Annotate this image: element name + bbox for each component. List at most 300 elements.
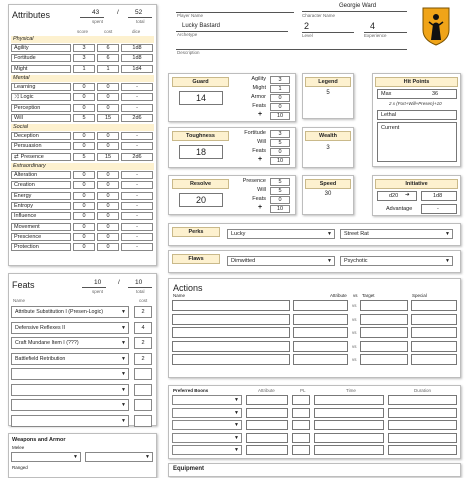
feat-cost: 2	[134, 353, 152, 365]
chevron-down-icon: ▼	[121, 355, 126, 362]
logo-shield-icon	[421, 6, 451, 46]
attribute-label: Deception	[14, 133, 39, 140]
action-special-input[interactable]	[411, 314, 457, 325]
boon-time	[314, 395, 384, 405]
chevron-down-icon: ▼	[445, 231, 450, 237]
boons-col-duration: Duration	[414, 388, 432, 393]
action-name-input[interactable]	[172, 300, 290, 311]
plus-icon: +	[258, 204, 263, 211]
defense-component-value: 5	[270, 139, 290, 147]
action-name-input[interactable]	[172, 354, 290, 365]
defense-component-label: Presence	[242, 178, 266, 184]
attribute-label: Learning	[14, 83, 36, 90]
feat-cost: 2	[134, 306, 152, 318]
description-label: Description	[177, 50, 200, 55]
attribute-category: Social	[11, 124, 154, 131]
attribute-score-input[interactable]: 1	[73, 65, 95, 73]
attribute-label: Protection	[14, 244, 39, 251]
boons-col-name: Preferred Boons	[173, 388, 209, 393]
weapons-title: Weapons and Armor	[12, 437, 66, 443]
chevron-down-icon: ▼	[327, 231, 332, 237]
attribute-name-perception	[11, 104, 71, 112]
action-attribute-input[interactable]	[293, 300, 348, 311]
attribute-dice: -	[121, 212, 153, 220]
melee-weapon-select[interactable]	[11, 452, 81, 462]
attribute-label: Influence	[14, 213, 37, 220]
boons-col-pl: PL	[300, 388, 306, 393]
attribute-name-logic	[11, 93, 71, 101]
weapons-ranged-label: Ranged	[12, 465, 28, 470]
boon-time	[314, 420, 384, 430]
feat-cost	[134, 415, 152, 427]
action-special-input[interactable]	[411, 300, 457, 311]
attribute-dice: -	[121, 181, 153, 189]
defense-component-label: Might	[252, 85, 266, 91]
advantage-value: -	[437, 206, 439, 212]
attribute-dice: -	[121, 83, 153, 91]
defense-component-label: Agility	[251, 76, 266, 82]
action-vs-label: vs	[352, 330, 357, 335]
action-target-input[interactable]	[360, 354, 408, 365]
feats-title: Feats	[12, 280, 35, 290]
perk-select-1[interactable]	[227, 229, 335, 239]
weapons-melee-label: Melee	[12, 445, 25, 450]
feat-cost	[134, 384, 152, 396]
level-value[interactable]: 2	[304, 21, 310, 31]
boon-time	[314, 408, 384, 418]
feat-name: Craft Mundane Item I (???)	[15, 340, 79, 346]
chevron-down-icon: ▼	[121, 386, 126, 393]
defense-component-value: 0	[270, 148, 290, 156]
attribute-score-input[interactable]: 3	[73, 44, 95, 52]
actions-col-target: Target	[362, 293, 375, 298]
attributes-spent-line	[80, 9, 104, 18]
attribute-dice: -	[121, 223, 153, 231]
actions-col-attribute: Attribute	[330, 293, 347, 298]
attribute-cost: 0	[97, 171, 119, 179]
defense-component-value: 3	[270, 76, 290, 84]
defense-component-label: Fortitude	[244, 130, 266, 136]
wealth-value: 3	[326, 145, 330, 151]
attribute-dice: -	[121, 202, 153, 210]
attribute-dice: 2d6	[121, 114, 153, 122]
attributes-col-dice: dice	[132, 29, 141, 34]
archetype-value[interactable]: Lucky Bastard	[182, 23, 221, 29]
arrow-right-icon: ➜	[405, 192, 410, 198]
boon-select[interactable]	[172, 408, 242, 418]
defense-component-label: Feats	[252, 103, 266, 109]
attribute-score-input[interactable]: 5	[73, 153, 95, 161]
defense-component-value: 3	[270, 130, 290, 138]
chevron-down-icon: ▼	[234, 409, 239, 416]
attributes-sep: /	[117, 9, 119, 16]
defense-component-label: Will	[257, 139, 266, 145]
boon-select[interactable]	[172, 445, 242, 455]
description-line[interactable]	[176, 40, 407, 50]
wealth-title: Wealth	[305, 131, 351, 141]
attribute-cost: 15	[97, 153, 119, 161]
boon-duration	[388, 408, 457, 418]
attribute-cost: 0	[97, 104, 119, 112]
attribute-score-input[interactable]: 0	[73, 132, 95, 140]
actions-col-vs: vs	[353, 293, 358, 298]
flaw-select-2[interactable]	[340, 256, 453, 266]
defense-base-value: 10	[270, 157, 290, 165]
attribute-score-input[interactable]: 0	[73, 171, 95, 179]
feats-total-line	[128, 279, 152, 288]
speed-value: 30	[324, 191, 332, 197]
actions-title: Actions	[173, 283, 203, 293]
experience-line	[364, 22, 407, 33]
player-name-label: Player Name	[177, 13, 204, 18]
boon-pl	[292, 395, 310, 405]
attribute-cost: 0	[97, 212, 119, 220]
feats-col-cost: cost	[139, 298, 148, 303]
feat-cost: 4	[134, 322, 152, 334]
swap-icon: ⤨	[14, 94, 19, 101]
action-special-input[interactable]	[411, 341, 457, 352]
action-target-input[interactable]	[360, 327, 408, 338]
attribute-label: Fortitude	[14, 55, 36, 62]
attribute-dice: -	[121, 104, 153, 112]
action-special-input[interactable]	[411, 354, 457, 365]
attribute-name-might	[11, 65, 71, 73]
archetype-line	[176, 22, 288, 32]
attribute-name-deception	[11, 132, 71, 140]
attributes-total-label: total	[136, 19, 145, 24]
flaw-1-label: Dimwitted	[231, 258, 256, 264]
boon-select[interactable]	[172, 420, 242, 430]
action-name-input[interactable]	[172, 314, 290, 325]
attributes-col-score: score	[77, 29, 89, 34]
chevron-down-icon: ▼	[121, 340, 126, 346]
action-attribute-input[interactable]	[293, 354, 348, 365]
attribute-cost: 0	[97, 93, 119, 101]
attribute-label: Agility	[14, 45, 29, 51]
action-vs-label: vs	[352, 303, 357, 308]
attribute-name-learning	[11, 83, 71, 91]
feats-total-label: total	[136, 289, 145, 294]
attribute-cost: 0	[97, 233, 119, 241]
flaw-select-1[interactable]	[227, 256, 335, 266]
boon-attribute	[246, 433, 288, 443]
flaws-title: Flaws	[172, 254, 220, 264]
attribute-category: Physical	[11, 36, 154, 43]
flaw-2-label: Psychotic	[344, 258, 368, 264]
initiative-title: Initiative	[375, 179, 458, 189]
attribute-dice: 1d8	[121, 44, 153, 52]
legend-value: 5	[326, 90, 330, 96]
action-vs-label: vs	[352, 357, 357, 362]
chevron-down-icon: ▼	[121, 371, 126, 377]
defense-base-value: 10	[270, 112, 290, 120]
attribute-score-input[interactable]: 0	[73, 212, 95, 220]
feat-select[interactable]	[11, 353, 129, 365]
experience-value[interactable]: 4	[370, 21, 376, 31]
attribute-cost: 0	[97, 132, 119, 140]
feat-cost	[134, 399, 152, 411]
action-name-input[interactable]	[172, 341, 290, 352]
feat-name: Battlefield Retribution	[15, 355, 66, 362]
attribute-score-input[interactable]: 0	[73, 202, 95, 210]
hp-current-label: Current	[381, 125, 400, 131]
attribute-name-influence	[11, 212, 71, 220]
defense-component-label: Feats	[252, 148, 266, 154]
chevron-down-icon: ▼	[121, 324, 126, 331]
attributes-total: 52	[135, 9, 143, 16]
attribute-cost: 0	[97, 142, 119, 150]
attribute-dice: 2d6	[121, 153, 153, 161]
attribute-name-protection	[11, 243, 71, 251]
attributes-total-line	[128, 9, 152, 18]
player-name-line[interactable]	[176, 4, 294, 13]
feat-select[interactable]	[11, 337, 129, 349]
chevron-down-icon: ▼	[234, 422, 239, 428]
feats-total: 10	[135, 279, 143, 286]
attribute-label: Movement	[14, 223, 40, 230]
equipment-panel	[168, 463, 461, 477]
attributes-col-cost: cost	[104, 29, 113, 34]
attribute-cost: 0	[97, 83, 119, 91]
attribute-name-alteration	[11, 171, 71, 179]
feat-select[interactable]	[11, 306, 129, 318]
perk-select-2[interactable]	[340, 229, 453, 239]
feat-select[interactable]	[11, 415, 129, 427]
attribute-dice: -	[121, 233, 153, 241]
attribute-label: Logic	[20, 94, 34, 101]
attribute-dice: -	[121, 132, 153, 140]
actions-col-special: Special	[412, 293, 427, 298]
attributes-spent-label: spent	[92, 19, 104, 24]
attribute-score-input[interactable]: 0	[73, 142, 95, 150]
chevron-down-icon: ▼	[327, 258, 332, 264]
attribute-name-persuasion	[11, 142, 71, 150]
boon-pl	[292, 445, 310, 455]
attribute-name-fortitude	[11, 54, 71, 62]
attribute-label: Alteration	[14, 172, 38, 178]
action-special-input[interactable]	[411, 327, 457, 338]
feat-cost	[134, 368, 152, 380]
chevron-down-icon: ▼	[234, 447, 239, 453]
actions-col-name: Name	[173, 293, 186, 298]
attribute-category: Extraordinary	[11, 163, 154, 170]
character-name-value[interactable]: Georgie Ward	[338, 3, 377, 9]
archetype-label: Archetype	[177, 32, 198, 37]
boon-duration	[388, 395, 457, 405]
defense-component-value: 5	[270, 187, 290, 195]
attribute-dice: -	[121, 142, 153, 150]
attribute-dice: -	[121, 243, 153, 251]
chevron-down-icon: ▼	[234, 397, 239, 403]
attribute-score-input[interactable]: 0	[73, 93, 95, 101]
boon-select[interactable]	[172, 395, 242, 405]
hp-max-label: Max	[381, 91, 392, 97]
feat-cost: 2	[134, 337, 152, 349]
chevron-down-icon: ▼	[121, 402, 126, 408]
boons-col-attribute: Attribute	[258, 388, 275, 393]
attribute-label: Prescience	[14, 233, 42, 240]
attribute-label: Presence	[20, 153, 44, 160]
attribute-category: Mental	[11, 75, 154, 82]
boon-attribute	[246, 420, 288, 430]
attribute-score-input[interactable]: 0	[73, 83, 95, 91]
plus-icon: +	[258, 156, 263, 163]
hp-formula: 2 x (Fort+Will+Presen)+10	[389, 101, 442, 106]
defense-base-value: 10	[270, 205, 290, 213]
action-vs-label: vs	[352, 343, 357, 349]
perk-1-label: Lucky	[231, 231, 246, 237]
feat-select[interactable]	[11, 384, 129, 396]
attributes-spent: 43	[92, 9, 100, 16]
feats-sep: /	[118, 279, 120, 286]
defense-component-value: 1	[270, 85, 290, 93]
attribute-cost: 0	[97, 192, 119, 200]
melee-armor-select[interactable]	[85, 452, 153, 462]
attribute-cost: 15	[97, 114, 119, 122]
attribute-label: Entropy	[14, 202, 33, 209]
character-name-line	[302, 3, 407, 12]
boon-attribute	[246, 395, 288, 405]
legend-title: Legend	[305, 77, 351, 87]
attribute-dice: 1d4	[121, 65, 153, 73]
boon-attribute	[246, 445, 288, 455]
defense-component-value: 0	[270, 196, 290, 204]
attribute-cost: 0	[97, 223, 119, 231]
attribute-score-input[interactable]: 0	[73, 192, 95, 200]
attribute-dice: -	[121, 192, 153, 200]
equipment-title: Equipment	[173, 466, 204, 472]
advantage-box[interactable]	[421, 204, 457, 214]
action-target-input[interactable]	[360, 341, 408, 352]
attribute-label: Persuasion	[14, 143, 42, 150]
attribute-label: Will	[14, 114, 23, 121]
boon-time	[314, 433, 384, 443]
feat-name: Defensive Reflexes II	[15, 324, 66, 331]
swap-icon: ⇄	[14, 153, 19, 160]
attribute-name-entropy	[11, 202, 71, 210]
boon-time	[314, 445, 384, 455]
boon-duration	[388, 445, 457, 455]
attribute-label: Perception	[14, 104, 41, 111]
defense-component-value: 0	[270, 103, 290, 111]
defense-component-label: Armor	[251, 94, 266, 100]
chevron-down-icon: ▼	[121, 309, 126, 315]
boons-col-time: Time	[346, 388, 356, 393]
feats-spent-line	[82, 279, 106, 288]
attribute-label: Creation	[14, 182, 35, 189]
boon-duration	[388, 420, 457, 430]
defense-component-value: 5	[270, 178, 290, 186]
plus-icon: +	[258, 111, 263, 118]
character-name-label: Character Name	[302, 13, 336, 18]
action-attribute-input[interactable]	[293, 314, 348, 325]
perks-title: Perks	[172, 227, 220, 237]
attribute-name-prescience	[11, 233, 71, 241]
attribute-label: Energy	[14, 192, 32, 199]
attribute-name-creation	[11, 181, 71, 189]
advantage-label: Advantage	[386, 206, 413, 212]
attribute-label: Might	[14, 65, 28, 72]
attribute-dice: 1d8	[121, 54, 153, 62]
attribute-name-movement	[11, 223, 71, 231]
boon-duration	[388, 433, 457, 443]
action-attribute-input[interactable]	[293, 341, 348, 352]
attribute-score-input[interactable]: 0	[73, 243, 95, 251]
chevron-down-icon: ▼	[145, 454, 150, 460]
chevron-down-icon: ▼	[73, 454, 78, 460]
attribute-score-input[interactable]: 0	[73, 181, 95, 189]
feats-spent-label: spent	[92, 289, 104, 294]
boon-attribute	[246, 408, 288, 418]
defense-value: 20	[179, 193, 223, 207]
attribute-dice: -	[121, 93, 153, 101]
hit-points-title: Hit Points	[375, 77, 458, 87]
hp-max-value: 36	[432, 91, 439, 97]
attribute-score-input[interactable]: 5	[73, 114, 95, 122]
chevron-down-icon: ▼	[445, 258, 450, 264]
boon-pl	[292, 408, 310, 418]
defense-title: Toughness	[172, 131, 229, 141]
defense-title: Resolve	[172, 179, 229, 189]
attribute-score-input[interactable]: 0	[73, 223, 95, 231]
attribute-cost: 6	[97, 44, 119, 52]
action-attribute-input[interactable]	[293, 327, 348, 338]
attribute-score-input[interactable]: 0	[73, 233, 95, 241]
defense-title: Guard	[172, 77, 229, 87]
feat-select[interactable]	[11, 399, 129, 411]
attribute-cost: 0	[97, 202, 119, 210]
attribute-cost: 0	[97, 181, 119, 189]
speed-title: Speed	[305, 179, 351, 189]
defense-component-label: Will	[257, 187, 266, 193]
boon-pl	[292, 433, 310, 443]
attribute-name-agility	[11, 44, 71, 52]
feat-select[interactable]	[11, 368, 129, 380]
attribute-name-will	[11, 114, 71, 122]
attribute-score-input[interactable]: 0	[73, 104, 95, 112]
defense-component-label: Feats	[252, 196, 266, 202]
attribute-name-presence	[11, 153, 71, 161]
chevron-down-icon: ▼	[234, 434, 239, 441]
attribute-dice: -	[121, 171, 153, 179]
action-name-input[interactable]	[172, 327, 290, 338]
level-line	[302, 22, 354, 33]
attribute-cost: 0	[97, 243, 119, 251]
attribute-score-input[interactable]: 3	[73, 54, 95, 62]
feats-spent: 10	[94, 279, 102, 286]
attribute-cost: 6	[97, 54, 119, 62]
attribute-cost: 1	[97, 65, 119, 73]
defense-value: 14	[179, 91, 223, 105]
boon-pl	[292, 420, 310, 430]
hp-lethal-label: Lethal	[381, 112, 396, 118]
boon-select[interactable]	[172, 433, 242, 443]
experience-label: Experience	[364, 33, 387, 38]
action-target-input[interactable]	[360, 314, 408, 325]
action-target-input[interactable]	[360, 300, 408, 311]
feat-select[interactable]	[11, 322, 129, 334]
action-vs-label: vs	[352, 316, 357, 322]
defense-component-value: 0	[270, 94, 290, 102]
feats-col-name: Name	[13, 298, 26, 303]
chevron-down-icon: ▼	[121, 417, 126, 424]
level-label: Level	[302, 33, 313, 38]
defense-value: 18	[179, 145, 223, 159]
initiative-value: 1d8	[433, 193, 443, 199]
feat-name: Attribute Substitution I (Presen-Logic)	[15, 309, 104, 315]
initiative-dice: d20	[389, 193, 399, 199]
attributes-title: Attributes	[12, 10, 51, 20]
